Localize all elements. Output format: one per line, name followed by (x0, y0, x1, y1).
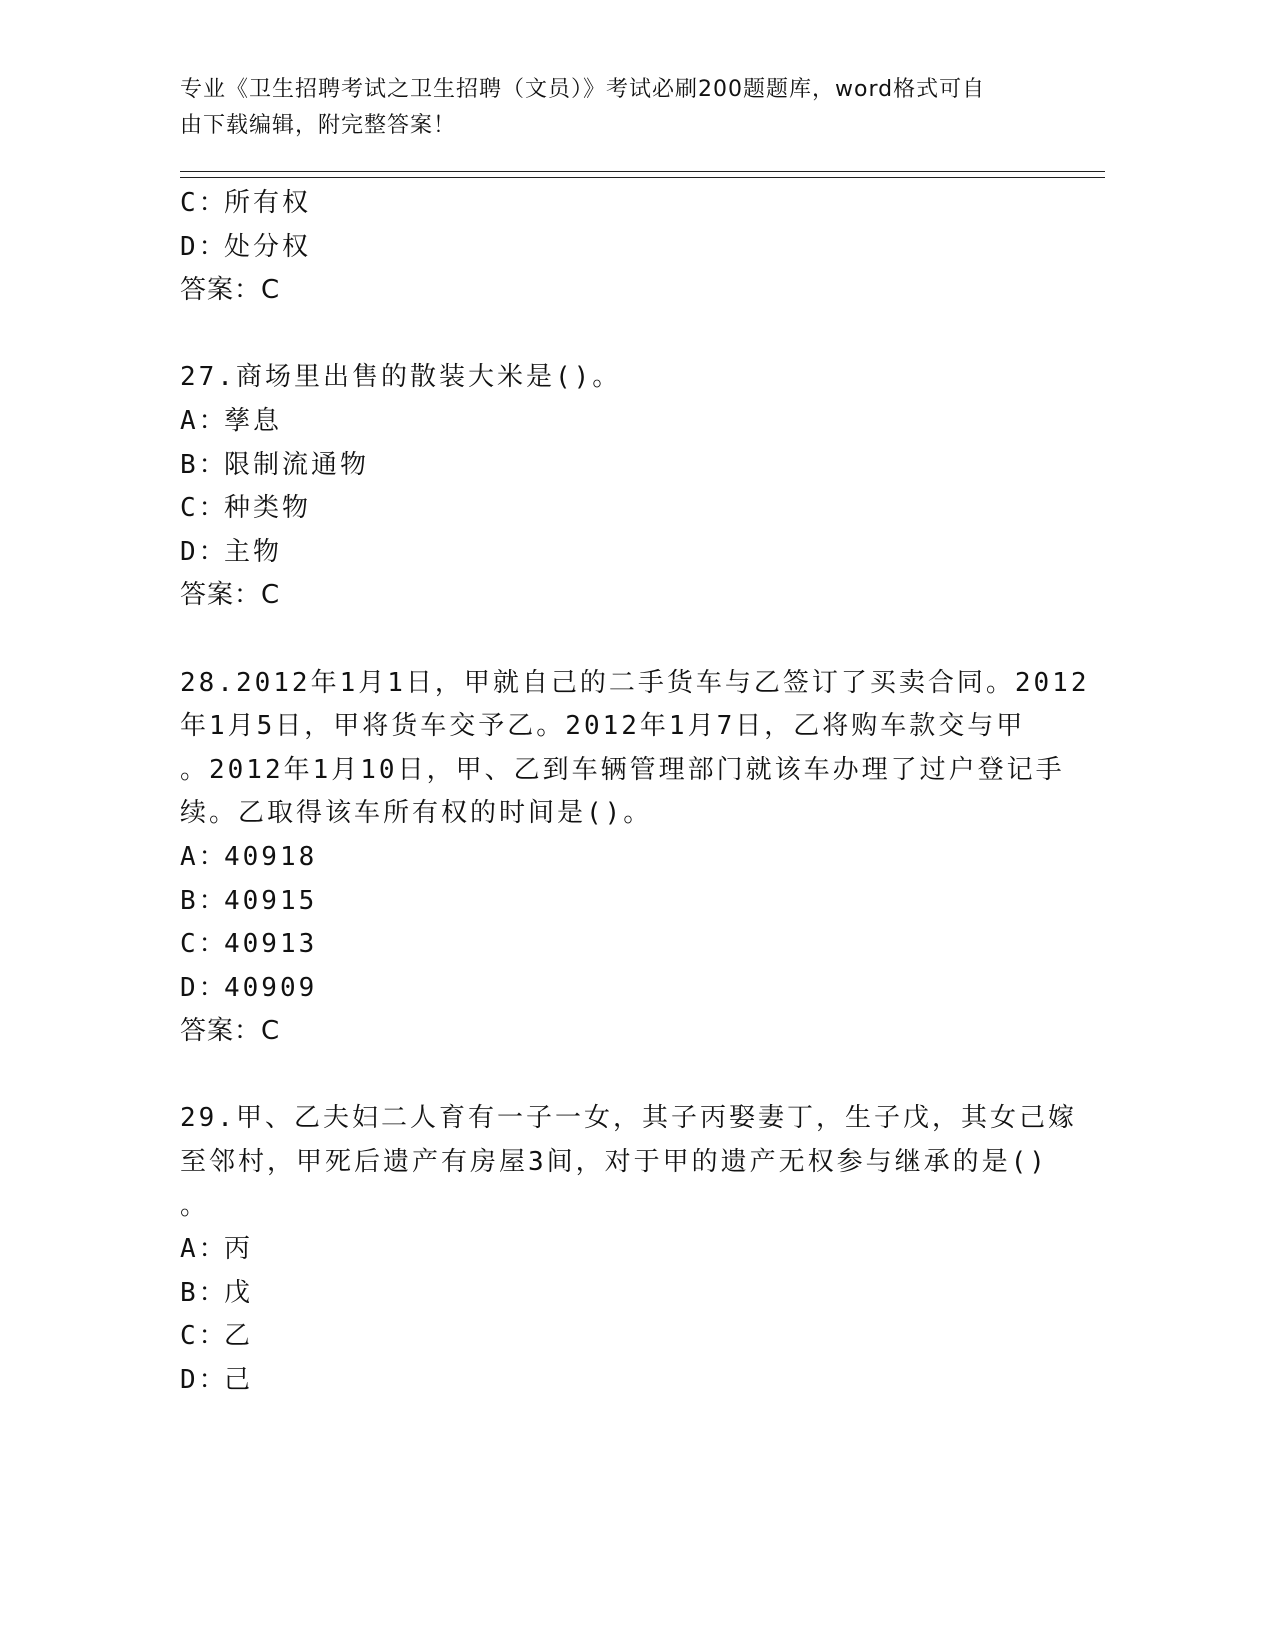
option-text: 孳息 (224, 405, 283, 436)
header-line-2: 由下载编辑，附完整答案！ (180, 113, 457, 138)
option-text: 种类物 (224, 493, 312, 524)
option-key: A： (180, 405, 228, 436)
option-key: B： (180, 885, 228, 916)
option-b (180, 880, 1040, 924)
question-28 (180, 662, 1090, 1054)
option-a (180, 836, 1040, 880)
question-stem-line: 。 (180, 1190, 210, 1221)
option-b (180, 444, 1040, 488)
option-c (180, 923, 1040, 967)
spacer (180, 618, 1040, 662)
option-text: 40913 (224, 929, 318, 960)
option-key: D： (180, 536, 228, 567)
answer-line: 答案：C (180, 1016, 281, 1047)
option-a (180, 1228, 1040, 1272)
question-stem: 27.商场里出售的散装大米是()。 (180, 362, 622, 393)
option-d (180, 531, 1040, 575)
spacer (180, 313, 1040, 357)
question-stem-line: 29.甲、乙夫妇二人育有一子一女，其子丙娶妻丁，生子戊，其女己嫁 (180, 1103, 1077, 1134)
question-27 (180, 356, 1040, 618)
option-text: 所有权 (224, 188, 312, 218)
option-key: C： (180, 929, 228, 960)
spacer (180, 1054, 1040, 1098)
header-divider-top (180, 171, 1105, 172)
option-key: A： (180, 841, 228, 872)
option-key: C： (180, 188, 228, 218)
option-c (180, 1315, 1040, 1359)
question-stem-line: 续。乙取得该车所有权的时间是()。 (180, 798, 653, 829)
option-key: C： (180, 493, 228, 524)
option-key: C： (180, 1321, 228, 1352)
option-text: 40918 (224, 841, 318, 872)
option-text: 戊 (224, 1277, 254, 1308)
option-text: 40915 (224, 885, 318, 916)
option-key: D： (180, 231, 228, 262)
option-key: B： (180, 1277, 228, 1308)
question-list (180, 182, 1090, 1403)
option-text: 乙 (224, 1321, 254, 1352)
question-26-continued (180, 182, 1040, 313)
option-c (180, 182, 1040, 226)
option-text: 丙 (224, 1234, 254, 1265)
option-text: 己 (224, 1365, 254, 1396)
document-header (180, 72, 1040, 144)
option-key: D： (180, 1365, 228, 1396)
option-c (180, 487, 1040, 531)
question-29 (180, 1097, 1077, 1402)
option-d (180, 226, 1040, 270)
option-d (180, 1359, 1040, 1403)
option-text: 40909 (224, 972, 318, 1003)
option-key: B： (180, 449, 228, 480)
option-d (180, 967, 1040, 1011)
question-stem-line: 年1月5日，甲将货车交予乙。2012年1月7日，乙将购车款交与甲 (180, 711, 1026, 742)
answer-line: 答案：C (180, 275, 281, 306)
option-key: D： (180, 972, 228, 1003)
answer-line: 答案：C (180, 580, 281, 611)
question-stem-line: 至邻村，甲死后遗产有房屋3间，对于甲的遗产无权参与继承的是() (180, 1147, 1048, 1178)
header-line-1: 专业《卫生招聘考试之卫生招聘（文员）》考试必刷200题题库，word格式可自 (180, 77, 986, 102)
option-text: 限制流通物 (224, 449, 370, 480)
option-key: A： (180, 1234, 228, 1265)
option-text: 主物 (224, 536, 283, 567)
option-a (180, 400, 1040, 444)
header-divider-bottom (180, 177, 1105, 178)
option-b (180, 1272, 1040, 1316)
question-stem-line: 28.2012年1月1日，甲就自己的二手货车与乙签订了买卖合同。2012 (180, 667, 1090, 698)
question-stem-line: 。2012年1月10日，甲、乙到车辆管理部门就该车办理了过户登记手 (180, 754, 1065, 785)
option-text: 处分权 (224, 231, 312, 262)
